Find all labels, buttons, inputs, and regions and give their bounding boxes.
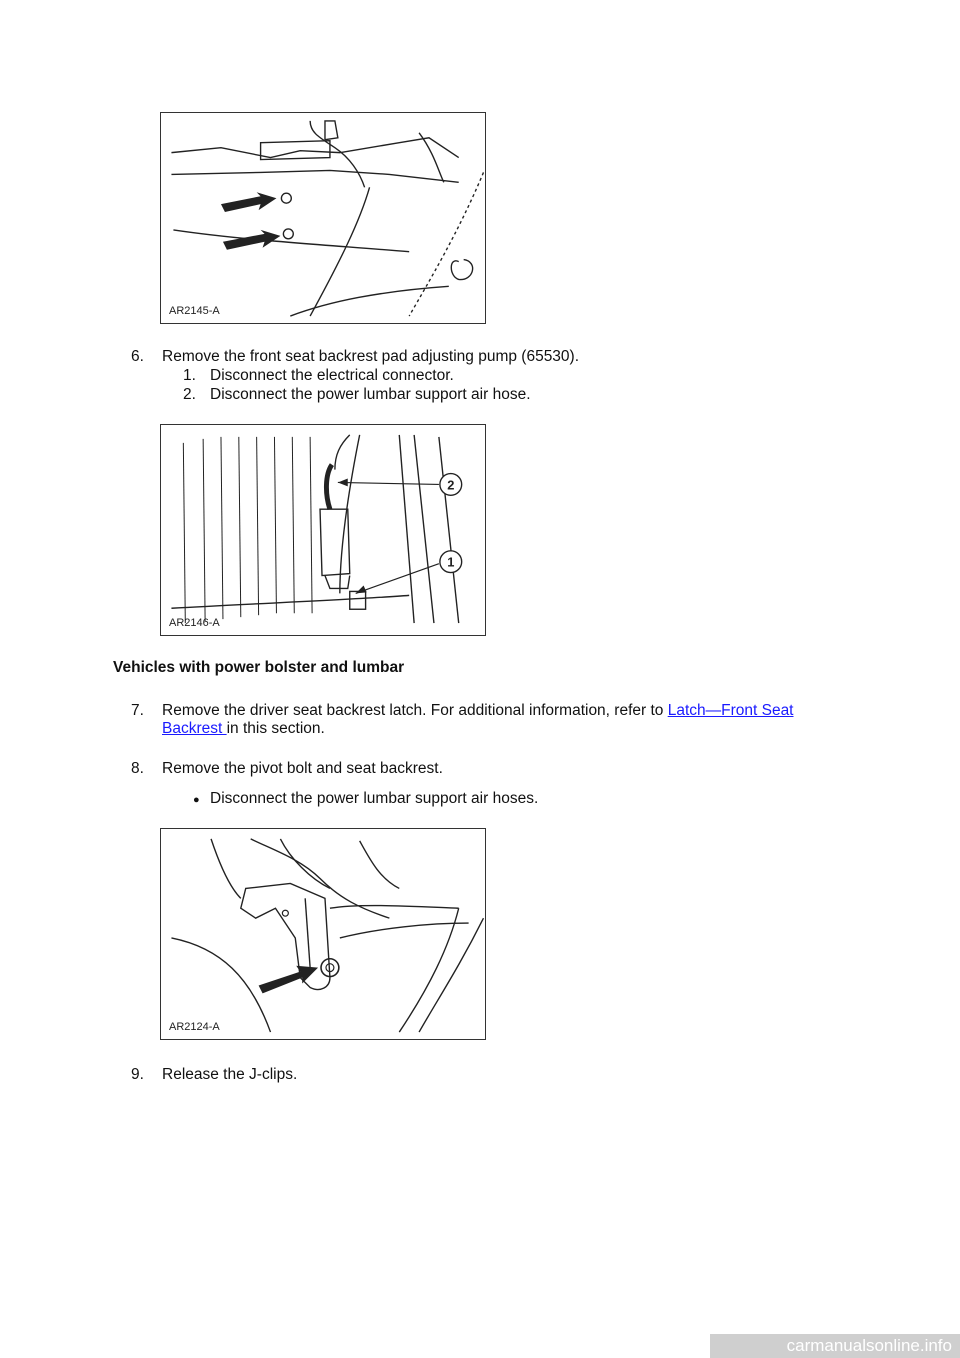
- illustration-lumbar-pump: [161, 425, 485, 635]
- substep-1-text: Disconnect the electrical connector.: [210, 367, 454, 384]
- step-6-text: Remove the front seat backrest pad adjusting pump (65530).: [162, 348, 580, 365]
- step-8-number: 8.: [131, 760, 144, 777]
- figure-id-label: AR2146-A: [169, 617, 220, 629]
- callout-2: 2: [447, 477, 455, 493]
- latch-front-seat-link-cont[interactable]: Backrest: [162, 720, 227, 737]
- illustration-pivot-bolt: [161, 829, 485, 1039]
- step-7-number: 7.: [131, 702, 144, 719]
- latch-front-seat-link[interactable]: Latch—Front Seat: [667, 702, 794, 719]
- figure-id-label: AR2124-A: [169, 1021, 220, 1033]
- substep-2-number: 2.: [183, 386, 196, 403]
- section-heading: Vehicles with power bolster and lumbar: [113, 659, 405, 676]
- step-6: [131, 348, 144, 366]
- substep-2-text: Disconnect the power lumbar support air hose.: [210, 386, 531, 403]
- step-7-text-line2: [162, 720, 325, 738]
- figure-id-label: AR2145-A: [169, 305, 220, 317]
- step-7-text: [162, 702, 794, 720]
- step-number: 6.: [131, 348, 144, 365]
- step-8-text: Remove the pivot bolt and seat backrest.: [162, 760, 443, 777]
- bullet-icon: ●: [193, 794, 200, 806]
- step-8-bullet-text: Disconnect the power lumbar support air hoses.: [210, 790, 539, 807]
- step-9-number: 9.: [131, 1066, 144, 1083]
- illustration-seat-bolts: [161, 113, 485, 323]
- callout-1: 1: [447, 554, 455, 570]
- substep-1-number: 1.: [183, 367, 196, 384]
- step-7-text-before: Remove the driver seat backrest latch. For additional information, refer to: [162, 702, 668, 719]
- step-7-text-after: in this section.: [226, 720, 325, 737]
- figure-ar2146: [160, 424, 486, 636]
- footer-watermark: carmanualsonline.info: [710, 1334, 960, 1358]
- step-9-text: Release the J-clips.: [162, 1066, 298, 1083]
- figure-ar2145: [160, 112, 486, 324]
- figure-ar2124: [160, 828, 486, 1040]
